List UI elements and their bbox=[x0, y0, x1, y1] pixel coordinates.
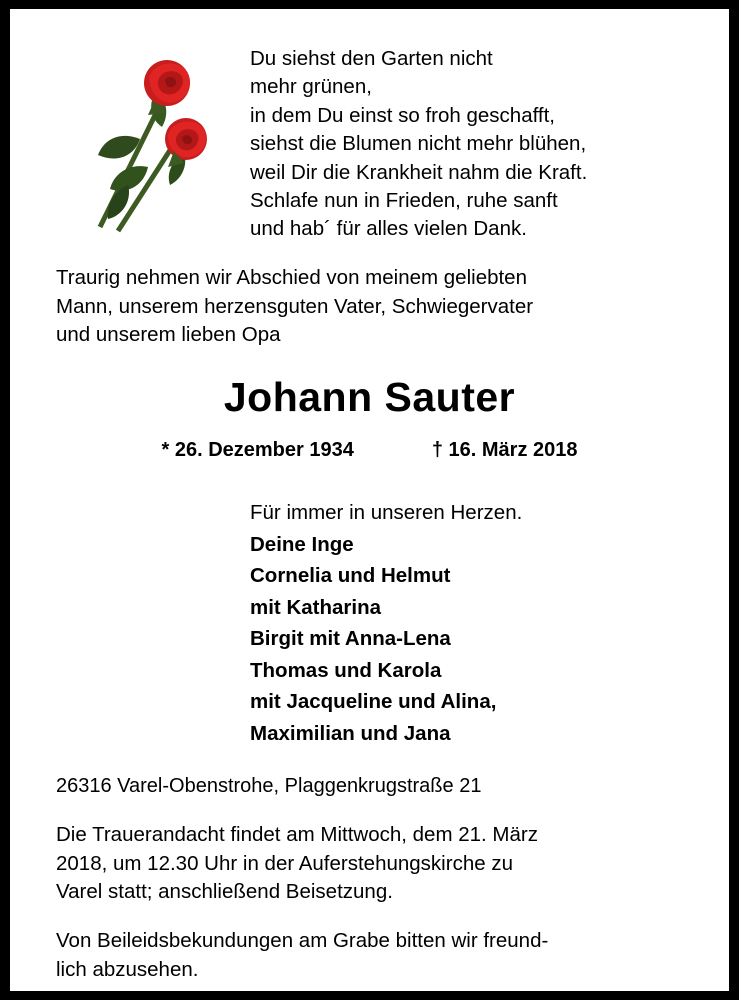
service-line: 2018, um 12.30 Uhr in der Auferstehungskirche zu bbox=[56, 851, 513, 875]
family-member: Maximilian und Jana bbox=[250, 721, 451, 745]
note-line: Von Beileidsbekundungen am Grabe bitten wir freund- bbox=[56, 929, 549, 952]
roses-svg bbox=[70, 39, 215, 239]
poem-line: Du siehst den Garten nicht bbox=[250, 47, 493, 70]
red-roses-illustration bbox=[70, 39, 215, 239]
family-member: Cornelia und Helmut bbox=[250, 564, 451, 587]
poem-line: in dem Du einst so froh geschafft, bbox=[250, 103, 556, 127]
life-dates bbox=[10, 439, 729, 462]
family-member: mit Katharina bbox=[250, 595, 381, 619]
intro-paragraph bbox=[56, 264, 704, 350]
address-line: 26316 Varel-Obenstrohe, Plaggenkrugstraße 21 bbox=[56, 775, 482, 797]
family-member: mit Jacqueline und Alina, bbox=[250, 690, 497, 713]
service-line: Die Trauerandacht findet am Mittwoch, dem 21. März bbox=[56, 823, 538, 846]
poem-line: und hab´ für alles vielen Dank. bbox=[250, 217, 527, 241]
poem-line: mehr grünen, bbox=[250, 75, 372, 99]
poem-line: siehst die Blumen nicht mehr blühen, bbox=[250, 132, 587, 156]
note-paragraph bbox=[56, 927, 704, 984]
intro-line: Mann, unserem herzensguten Vater, Schwiegervater bbox=[56, 294, 534, 318]
service-line: Varel statt; anschließend Beisetzung. bbox=[56, 880, 393, 903]
note-line: lich abzusehen. bbox=[56, 957, 199, 981]
birth-date: * 26. Dezember 1934 bbox=[161, 439, 354, 461]
family-block bbox=[250, 497, 710, 749]
family-member: Deine Inge bbox=[250, 532, 354, 556]
poem-block bbox=[250, 45, 700, 244]
family-member: Thomas und Karola bbox=[250, 658, 442, 682]
intro-line: Traurig nehmen wir Abschied von meinem geliebten bbox=[56, 266, 527, 289]
deceased-name: Johann Sauter bbox=[223, 374, 516, 420]
family-heading: Für immer in unseren Herzen. bbox=[250, 501, 523, 524]
intro-line: und unserem lieben Opa bbox=[56, 323, 281, 346]
family-member: Birgit mit Anna-Lena bbox=[250, 627, 451, 650]
poem-line: Schlafe nun in Frieden, ruhe sanft bbox=[250, 189, 558, 213]
poem-line: weil Dir die Krankheit nahm die Kraft. bbox=[250, 160, 588, 184]
death-date: † 16. März 2018 bbox=[431, 439, 578, 461]
service-paragraph bbox=[56, 821, 704, 907]
notice-body bbox=[10, 9, 729, 991]
